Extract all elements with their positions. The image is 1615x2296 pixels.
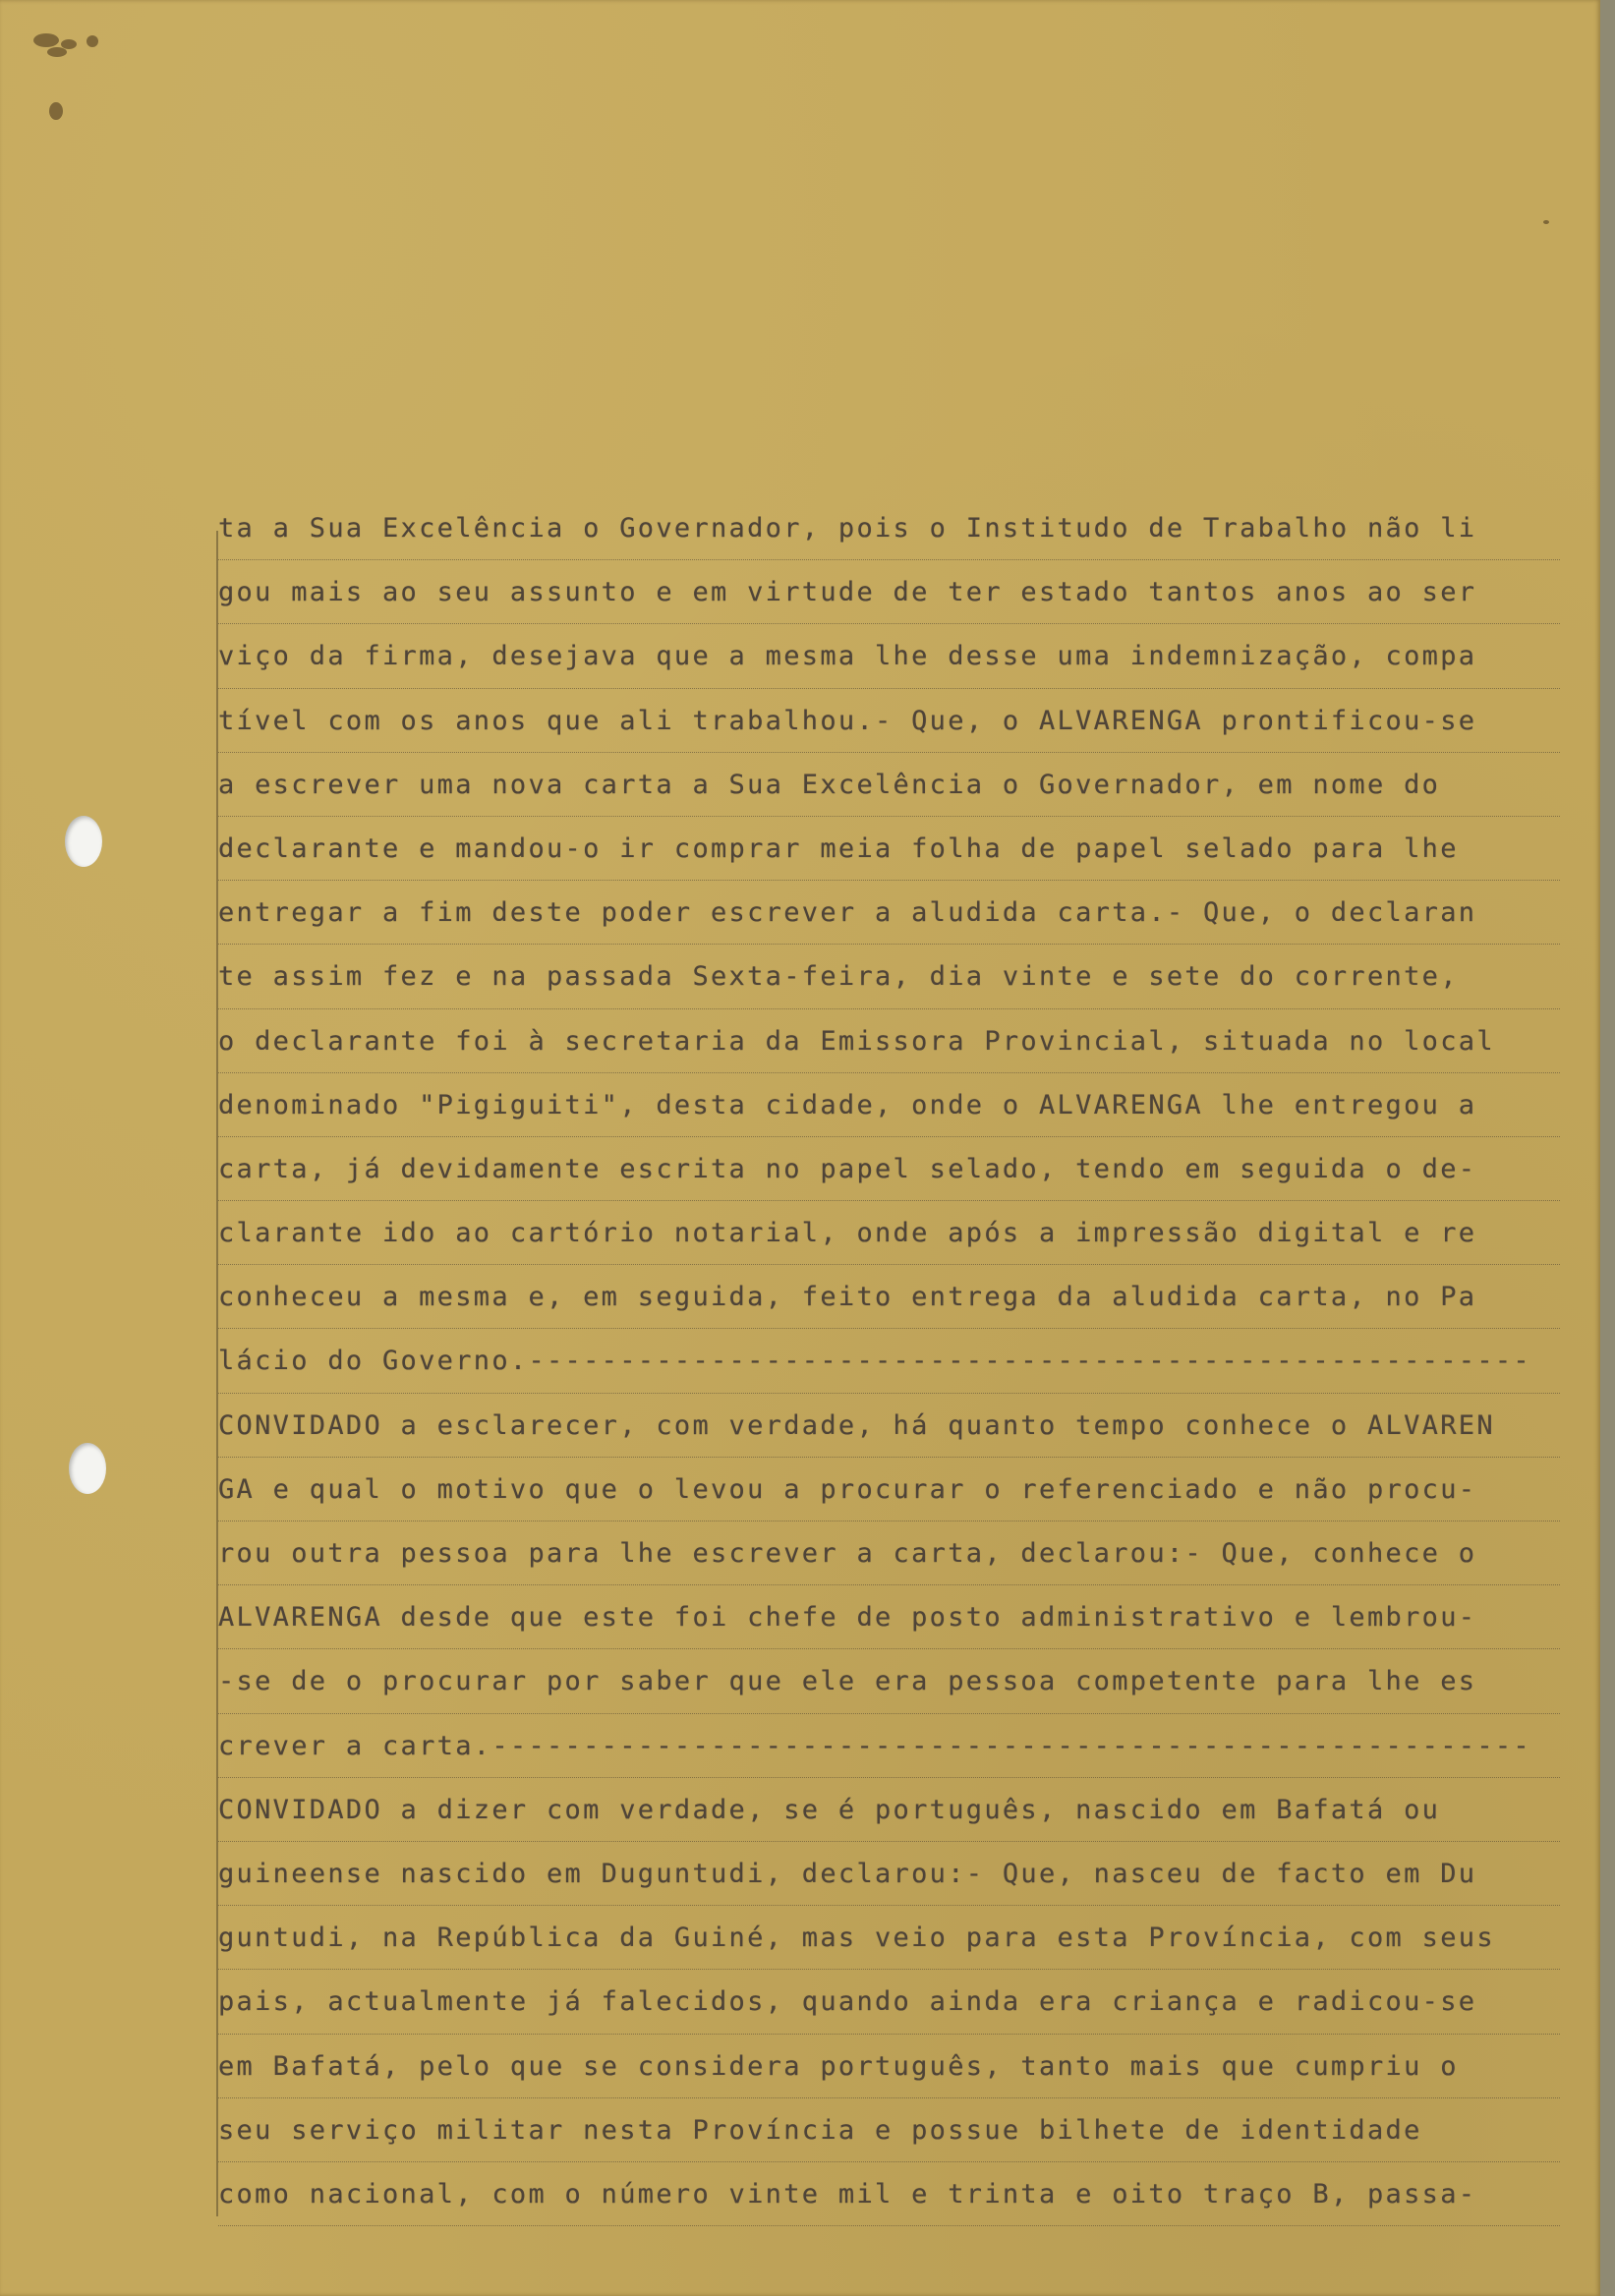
- text-line: a escrever uma nova carta a Sua Excelência o Governador, em nome do: [218, 753, 1560, 817]
- text-line: ta a Sua Excelência o Governador, pois o Institudo de Trabalho não li: [218, 496, 1560, 560]
- text-line: carta, já devidamente escrita no papel selado, tendo em seguida o de-: [218, 1137, 1560, 1201]
- text-line: crever a carta.---------------------------------------------------------: [218, 1714, 1560, 1778]
- punch-hole: [69, 1443, 106, 1494]
- ink-stain: [47, 47, 67, 57]
- text-line: lácio do Governo.-------------------------------------------------------: [218, 1329, 1560, 1393]
- ink-stain: [87, 35, 98, 47]
- ink-stain: [1543, 220, 1549, 224]
- typewritten-text: [218, 496, 1560, 2226]
- ink-stain: [33, 33, 59, 47]
- scan-edge: [1600, 0, 1615, 2296]
- text-line: rou outra pessoa para lhe escrever a carta, declarou:- Que, conhece o: [218, 1521, 1560, 1585]
- text-line: pais, actualmente já falecidos, quando ainda era criança e radicou-se: [218, 1970, 1560, 2034]
- text-line: te assim fez e na passada Sexta-feira, dia vinte e sete do corrente,: [218, 945, 1560, 1008]
- text-line: o declarante foi à secretaria da Emissora Provincial, situada no local: [218, 1009, 1560, 1073]
- text-line: guineense nascido em Duguntudi, declarou:- Que, nasceu de facto em Du: [218, 1842, 1560, 1906]
- text-line: viço da firma, desejava que a mesma lhe desse uma indemnização, compa: [218, 624, 1560, 688]
- text-line: GA e qual o motivo que o levou a procurar o referenciado e não procu-: [218, 1458, 1560, 1521]
- text-line: -se de o procurar por saber que ele era pessoa competente para lhe es: [218, 1649, 1560, 1713]
- ink-stain: [49, 102, 63, 120]
- punch-hole: [65, 816, 102, 867]
- text-line: declarante e mandou-o ir comprar meia folha de papel selado para lhe: [218, 817, 1560, 881]
- text-line: ALVARENGA desde que este foi chefe de posto administrativo e lembrou-: [218, 1585, 1560, 1649]
- text-line: seu serviço militar nesta Província e possue bilhete de identidade: [218, 2098, 1560, 2162]
- text-line: em Bafatá, pelo que se considera português, tanto mais que cumpriu o: [218, 2035, 1560, 2098]
- text-line: gou mais ao seu assunto e em virtude de ter estado tantos anos ao ser: [218, 560, 1560, 624]
- text-line: como nacional, com o número vinte mil e trinta e oito traço B, passa-: [218, 2162, 1560, 2226]
- text-line: clarante ido ao cartório notarial, onde após a impressão digital e re: [218, 1201, 1560, 1265]
- text-line: entregar a fim deste poder escrever a aludida carta.- Que, o declaran: [218, 881, 1560, 945]
- text-line: CONVIDADO a esclarecer, com verdade, há quanto tempo conhece o ALVAREN: [218, 1394, 1560, 1458]
- text-line: denominado "Pigiguiti", desta cidade, onde o ALVARENGA lhe entregou a: [218, 1073, 1560, 1137]
- text-line: conheceu a mesma e, em seguida, feito entrega da aludida carta, no Pa: [218, 1265, 1560, 1329]
- text-line: guntudi, na República da Guiné, mas veio para esta Província, com seus: [218, 1906, 1560, 1970]
- text-line: tível com os anos que ali trabalhou.- Que, o ALVARENGA prontificou-se: [218, 689, 1560, 753]
- text-line: CONVIDADO a dizer com verdade, se é português, nascido em Bafatá ou: [218, 1778, 1560, 1842]
